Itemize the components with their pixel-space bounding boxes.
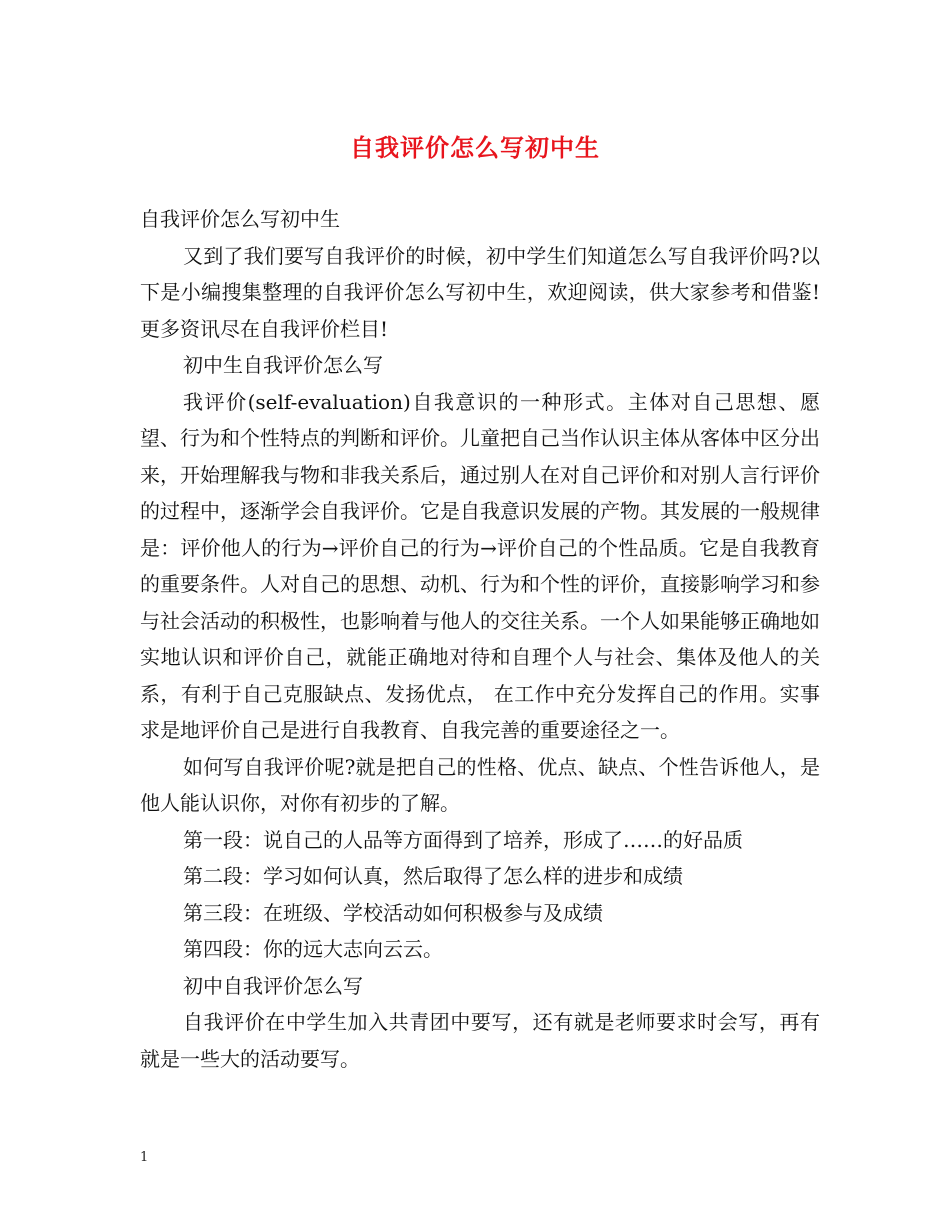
paragraph-subtitle: 自我评价怎么写初中生: [140, 207, 340, 231]
page-number: 1: [140, 1150, 149, 1165]
paragraph-section-3: 第三段：在班级、学校活动如何积极参与及成绩: [183, 900, 603, 925]
paragraph-intro: 又到了我们要写自我评价的时候，初中学生们知道怎么写自我评价吗?以下是小编搜集整理的自我评价怎么写初中生，欢迎阅读，供大家参考和借鉴!更多资讯尽在自我评价栏目!: [140, 243, 820, 341]
paragraph-section-1: 第一段：说自己的人品等方面得到了培养，形成了……的好品质: [183, 827, 743, 852]
paragraph-how-to: 如何写自我评价呢?就是把自己的性格、优点、缺点、个性告诉他人，是他人能认识你，对你有初步的了解。: [140, 754, 820, 815]
paragraph-section-4: 第四段：你的远大志向云云。: [183, 937, 443, 961]
document-title: 自我评价怎么写初中生: [350, 133, 600, 162]
paragraph-section-2: 第二段：学习如何认真，然后取得了怎么样的进步和成绩: [183, 864, 683, 888]
paragraph-closing: 自我评价在中学生加入共青团中要写，还有就是老师要求时会写，再有就是一些大的活动要写。: [140, 1010, 820, 1071]
paragraph-heading-1: 初中生自我评价怎么写: [183, 353, 383, 377]
paragraph-definition: 我评价(self-evaluation)自我意识的一种形式。主体对自己思想、愿望、行为和个性特点的判断和评价。儿童把自己当作认识主体从客体中区分出来，开始理解我与物和非我关系后，通过别人在对自己评价和对别人言行评价的过程中，逐渐学会自我评价。它是自我意识发展的产物。其发展的一般规律是：评价他人的行为→评价自己的行为→评价自己的个性品质。它是自我教育的重要条件。人对自己的思想、动机、行为和个性的评价，直接影响学习和参与社会活动的积极性，也影响着与他人的交往关系。一个人如果能够正确地如实地认识和评价自己，就能正确地对待和自理个人与社会、集体及他人的关系，有利于自己克服缺点、发扬优点， 在工作中充分发挥自己的作用。实事求是地评价自己是进行自我教育、自我完善的重要途径之一。: [140, 389, 820, 742]
document-body: [140, 201, 820, 1077]
paragraph-heading-2: 初中自我评价怎么写: [183, 973, 363, 998]
